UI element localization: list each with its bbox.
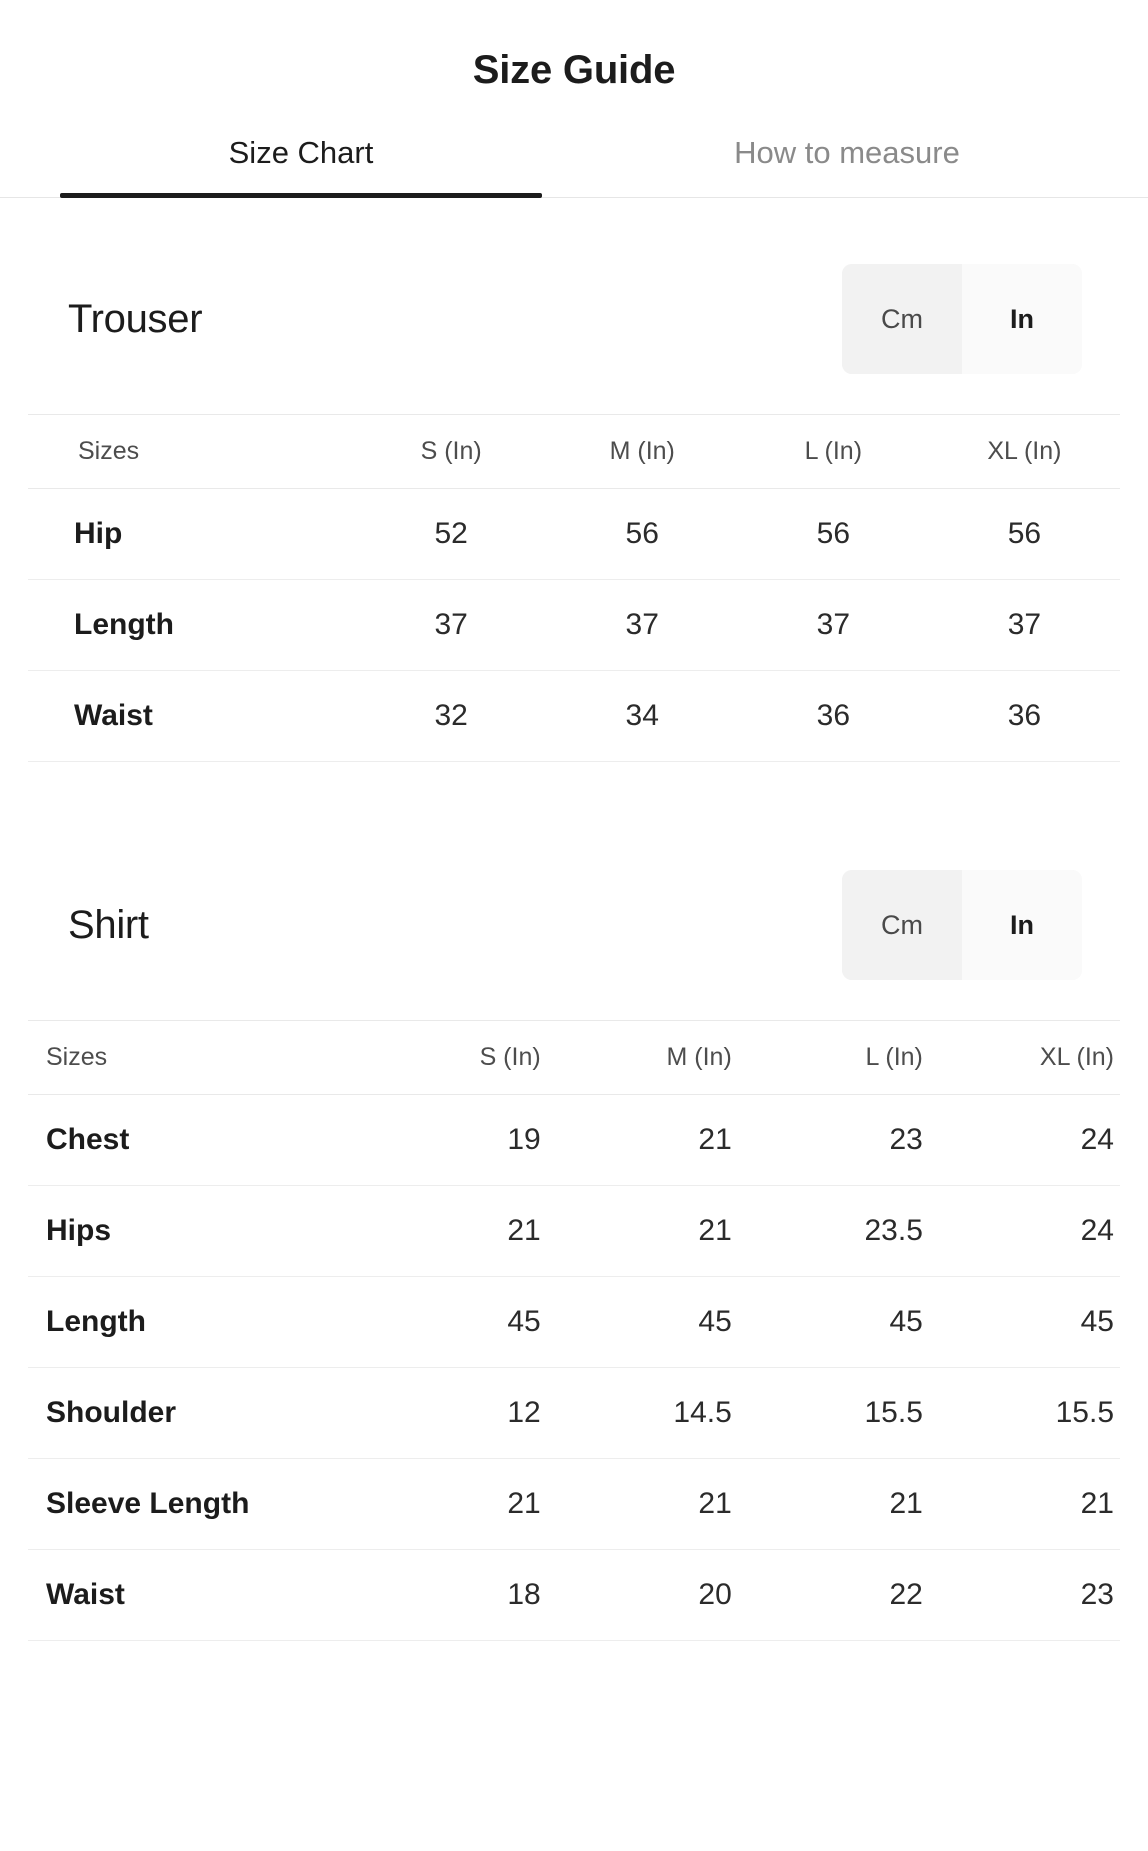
cell-value: 15.5 [929,1368,1120,1459]
row-label: Shoulder [28,1368,356,1459]
cell-value: 15.5 [738,1368,929,1459]
page-title: Size Guide [472,48,676,92]
tab-size-chart-label: Size Chart [228,135,374,170]
row-label: Length [28,580,356,671]
cell-value: 24 [929,1095,1120,1186]
tab-size-chart[interactable] [28,135,574,197]
cell-value: 36 [738,671,929,762]
cell-value: 52 [356,489,547,580]
cell-value: 18 [356,1550,547,1641]
row-label: Waist [28,671,356,762]
cell-value: 23 [738,1095,929,1186]
header-cell-xl: XL (In) [929,415,1120,489]
unit-cm-button-trouser[interactable]: Cm [842,264,962,374]
section-trouser [0,264,1148,762]
cell-value: 23.5 [738,1186,929,1277]
table-header-row [28,1021,1120,1095]
cell-value: 37 [738,580,929,671]
cell-value: 56 [929,489,1120,580]
cell-value: 24 [929,1186,1120,1277]
header-cell-l: L (In) [738,415,929,489]
unit-in-button-trouser[interactable]: In [962,264,1082,374]
header-cell-l: L (In) [738,1021,929,1095]
row-label: Sleeve Length [28,1459,356,1550]
tab-bar [0,135,1148,198]
shirt-table-wrap [28,1020,1120,1641]
row-label: Chest [28,1095,356,1186]
cell-value: 45 [356,1277,547,1368]
table-row [28,1368,1120,1459]
header-cell-m: M (In) [547,1021,738,1095]
cell-value: 21 [738,1459,929,1550]
cell-value: 21 [929,1459,1120,1550]
unit-in-button-shirt[interactable]: In [962,870,1082,980]
table-row [28,1459,1120,1550]
header-cell-sizes: Sizes [28,415,356,489]
trouser-table-wrap [28,414,1120,762]
cell-value: 21 [356,1459,547,1550]
row-label: Hip [28,489,356,580]
cell-value: 21 [547,1186,738,1277]
section-shirt [0,870,1148,1641]
cell-value: 37 [929,580,1120,671]
table-row [28,1095,1120,1186]
shirt-size-table [28,1020,1120,1641]
tab-how-to-measure[interactable] [574,135,1120,197]
cell-value: 45 [929,1277,1120,1368]
cell-value: 21 [356,1186,547,1277]
cell-value: 34 [547,671,738,762]
cell-value: 37 [356,580,547,671]
cell-value: 19 [356,1095,547,1186]
table-row [28,1550,1120,1641]
unit-cm-button-shirt[interactable]: Cm [842,870,962,980]
row-label: Length [28,1277,356,1368]
section-shirt-title: Shirt [68,902,149,947]
cell-value: 56 [738,489,929,580]
header-cell-s: S (In) [356,415,547,489]
trouser-size-table [28,414,1120,762]
cell-value: 45 [738,1277,929,1368]
table-row [28,580,1120,671]
row-label: Waist [28,1550,356,1641]
unit-toggle-trouser [842,264,1082,374]
table-row [28,671,1120,762]
section-trouser-header [28,264,1120,374]
header-cell-xl: XL (In) [929,1021,1120,1095]
header-cell-s: S (In) [356,1021,547,1095]
cell-value: 37 [547,580,738,671]
table-row [28,1277,1120,1368]
cell-value: 22 [738,1550,929,1641]
cell-value: 36 [929,671,1120,762]
cell-value: 20 [547,1550,738,1641]
row-label: Hips [28,1186,356,1277]
table-header-row [28,415,1120,489]
cell-value: 12 [356,1368,547,1459]
cell-value: 23 [929,1550,1120,1641]
header-cell-m: M (In) [547,415,738,489]
cell-value: 45 [547,1277,738,1368]
header-cell-sizes: Sizes [28,1021,356,1095]
unit-toggle-shirt [842,870,1082,980]
section-trouser-title: Trouser [68,296,203,341]
cell-value: 14.5 [547,1368,738,1459]
page-header [0,0,1148,93]
table-row [28,1186,1120,1277]
cell-value: 32 [356,671,547,762]
table-row [28,489,1120,580]
tab-how-to-measure-label: How to measure [734,135,960,170]
cell-value: 21 [547,1095,738,1186]
cell-value: 56 [547,489,738,580]
cell-value: 21 [547,1459,738,1550]
section-shirt-header [28,870,1120,980]
